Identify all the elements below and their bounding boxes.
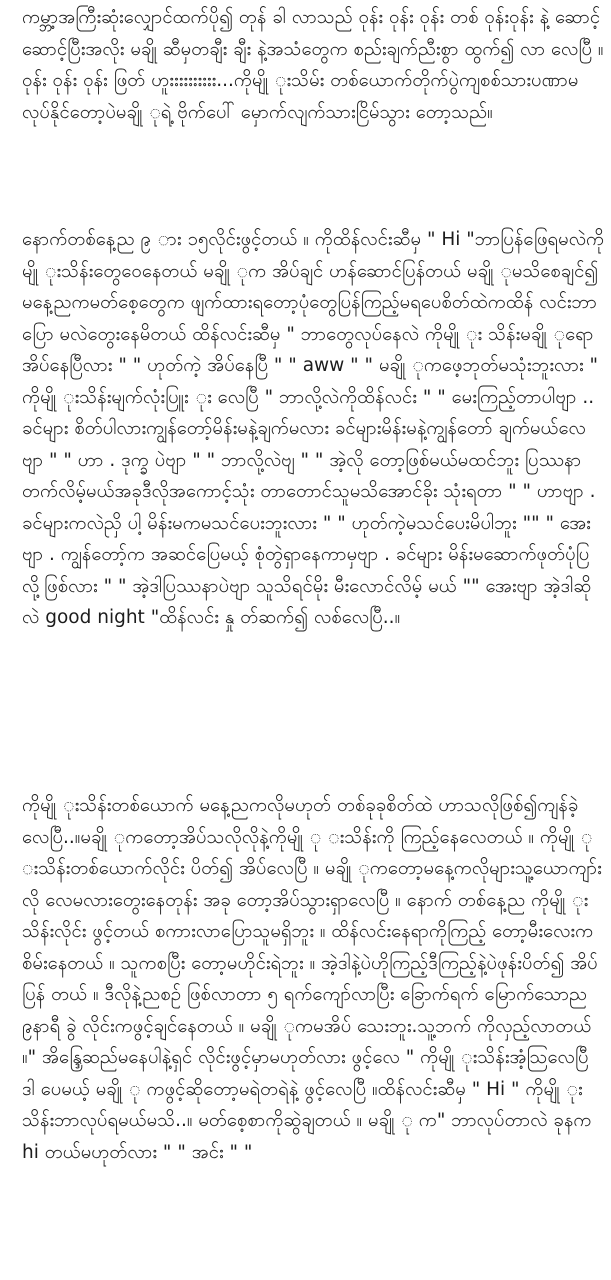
paragraph-3: ကိုမျို ုးသိန်းတစ်ယောက် မနေ့ညကလိုမဟုတ် တစ်ခုခုစိတ်ထဲ ဟာသလိုဖြစ်၍ကျန်ခဲ့လေပြီ..။မချို ုကတော့အိပ်သလိုလိုနဲ့ကိုမျို ု းသိန်းကို ကြည့်နေလေတယ် ။ ကိုမျို ု းသိန်းတစ်ယောက်လိုင်း ပိတ်၍ အိပ်လေပြီ ။ မချို ုကတော့မနေ့ကလိုများသူ့ယောကျာ်းလို လေမလားတွေးနေတုန်း အခု တော့အိပ်သွားရှာလေပြီ ။ နောက် တစ်နေ့ည ကိုမျို ုးသိန်းလိုင်း ဖွင့်တယ် စကားလာပြောသူမရှိဘူး ။ ထိန်လင်းနေရာကိုကြည့် တော့မီးလေးက စိမ်းနေတယ် ။ သူကစပြီး တော့မဟိုင်းရဲဘူး ။ အဲ့ဒါနဲ့ပဲဟိုကြည့်ဒီကြည့်နဲ့ပဲဖုန်းပိတ်၍ အိပ်ပြန် တယ် ။ ဒီလိုနဲ့ညစဉ် ဖြစ်လာတာ ၅ ရက်ကျော်လာပြီး ခြောက်ရက် မြောက်သောည ၉နာရီ ခွဲ လိုင်းကဖွင့်ချင်နေတယ် ။ မချို ုကမအိပ် သေးဘူး.သူ့ဘက် ကိုလှည့်လာတယ် ။" အိန္ဒြေဆည်မနေပါနဲ့ရှင် လိုင်းဖွင့်မှာမဟုတ်လား ဖွင့်လေ " ကိုမျို ုးသိန်းအံ့သြလေပြီ ဒါ ပေမယ့် မချို ု ကဖွင့်ဆိုတော့မရဲတရဲနဲ့ ဖွင့်လေပြီ ။ထိန်လင်းဆီမှ " Hi " ကိုမျို ုးသိန်းဘာလုပ်ရမယ်မသိ..။ မတ်စေ့စာကိုဆွဲချတယ် ။ မချို ု က" ဘာလုပ်တာလဲ ခုနက hi တယ်မဟုတ်လား " " အင်း " " xyxy=(22,795,602,1163)
paragraph-1: ကမ္ဘာ့အကြီးဆုံးလျှောင်ထက်ပို၍ တုန် ခါ လာသည် ဝုန်း ဝုန်း ဝုန်း တစ် ဝုန်းဝုန်း နဲ့ ဆောင့်ဆောင့်ပြီးအလိုး မချို ဆီမှတချီး ချီး နဲ့အသံတွေက စည်းချက်ညီးစွာ ထွက်၍ လာ လေပြီ ။ ဝုန်း ဝုန်း ဝုန်း ဖြတ် ဟူးးးးးးးးးး...ကိုမျို ုးသိမ်း တစ်ယောက်တိုက်ပွဲကျစစ်သားပဏာမ လုပ်နိုင်တော့ပဲမချို ုရဲ့ ဗိုက်ပေါ် မှောက်လျက်သားငြိမ်သွား တော့သည်။ xyxy=(22,7,604,123)
paragraph-2: နောက်တစ်နေ့ည ၉ ား ၁၅လိုင်းဖွင့်တယ် ။ ကိုထိန်လင်းဆီမှ " Hi "ဘာပြန်ဖြေရမလဲကိုမျို ုးသိန်းတွေဝေနေတယ် မချို ုက အိပ်ချင် ဟန်ဆောင်ပြန်တယ် မချို ုမသိစေချင်၍ မနေ့ညကမတ်စေ့တွေက ဖျက်ထားရတော့ပုံတွေပြန်ကြည့်မရပေစိတ်ထဲကထိန် လင်းဘာပြော မလဲတွေးနေမိတယ် ထိန်လင်းဆီမှ " ဘာတွေလုပ်နေလဲ ကိုမျို ုး သိန်းမချို ုရော အိပ်နေပြီလား " " ဟုတ်ကဲ့ အိပ်နေပြီ " " aww " " မချို ုကဖေ့ဘုတ်မသုံးဘူးလား " ကိုမျို ုးသိန်းမျက်လုံးပြူး ုး လေပြီ " ဘာလို့လဲကိုထိန်လင်း " " မေးကြည့်တာပါဗျာ .. ခင်များ စိတ်ပါလားကျွန်တော့်မိန်းမနဲ့ချက်မလား ခင်များမိန်းမနဲ့ကျွန်တော် ချက်မယ်လေဗျာ " " ဟာ . ဒုက္ခ ပဲဗျာ " " ဘာလို့လဲဗျ " " အဲ့လို တော့ဖြစ်မယ်မထင်ဘူး ပြဿနာတက်လိမ့်မယ်အခုဒီလိုအကောင့်သုံး တာတောင်သူမသိအောင်ခိုး သုံးရတာ " " ဟာဗျာ . ခင်များကလဲညှိ ပါ့ မိန်းမကမသင်ပေးဘူးလား " " ဟုတ်ကဲ့မသင်ပေးမိပါဘူး "" " အေးဗျာ . ကျွန်တော့်က အဆင်ပြေမယ့် စုံတွဲရှာနေကာမှဗျာ . ခင်များ မိန်းမဆောက်ဖုတ်ပုံပြလို့ဖြစ်လား " " အဲ့ဒါပြဿနာပဲဗျာ သူသိရင်မိုး မီးလောင်လိမ့် မယ် "" အေးဗျာ အဲ့ဒါဆိုလဲ good night "ထိန်လင်း နှု တ်ဆက်၍ လစ်လေပြီ..။ xyxy=(22,229,605,628)
